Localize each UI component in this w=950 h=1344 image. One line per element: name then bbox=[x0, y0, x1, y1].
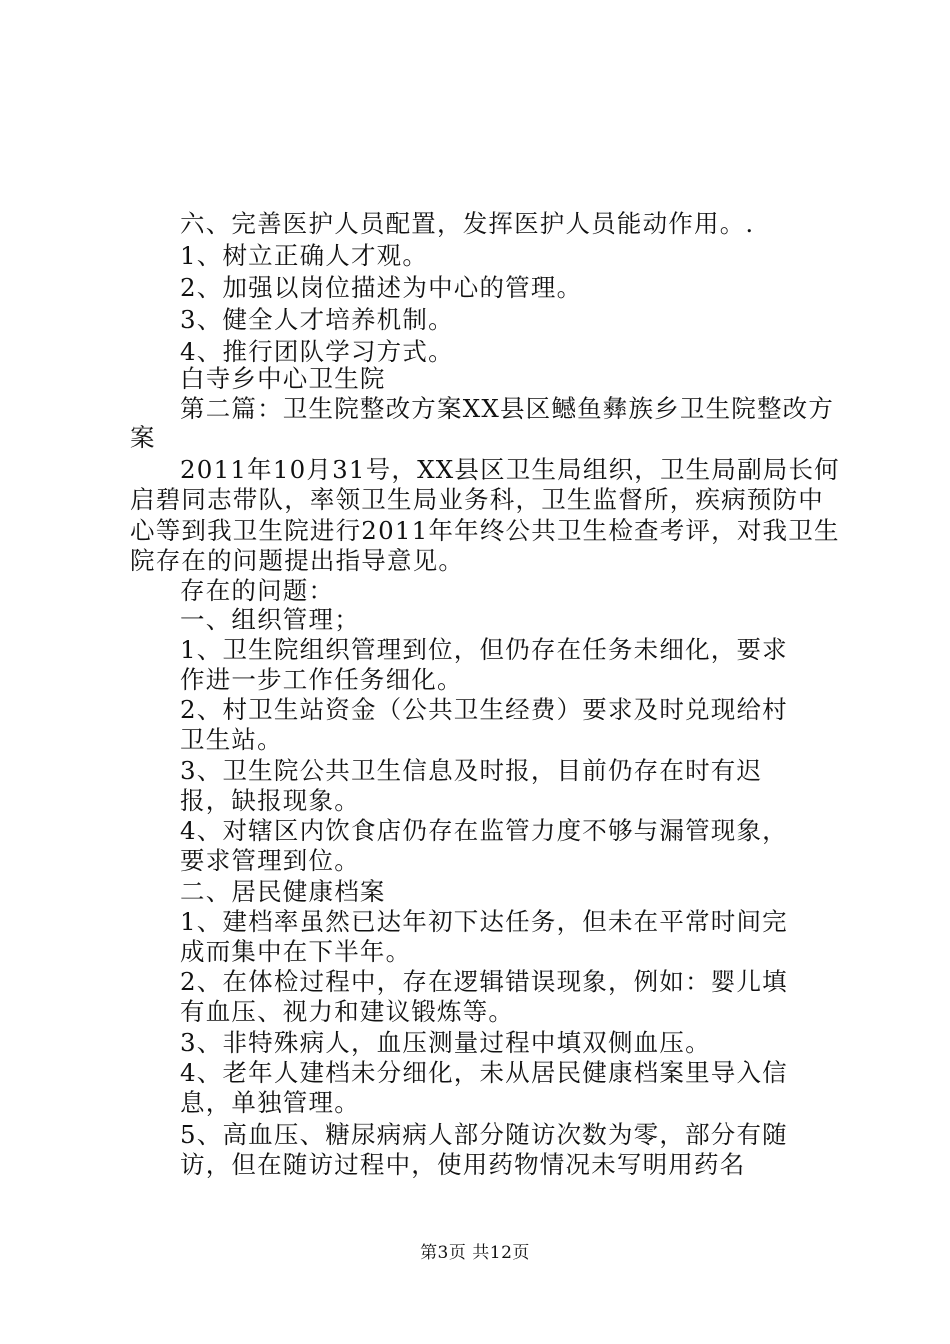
text-line: 4、对辖区内饮食店仍存在监管力度不够与漏管现象， bbox=[180, 816, 788, 845]
text-line: 卫生站。 bbox=[180, 725, 283, 754]
text-line: 成而集中在下半年。 bbox=[180, 937, 412, 966]
text-line: 六、完善医护人员配置，发挥医护人员能动作用。. bbox=[180, 209, 755, 238]
text-line: 3、非特殊病人，血压测量过程中填双侧血压。 bbox=[180, 1028, 711, 1057]
text-line: 有血压、视力和建议锻炼等。 bbox=[180, 997, 515, 1026]
text-line: 4、推行团队学习方式。 bbox=[180, 337, 454, 366]
text-line: 1、树立正确人才观。 bbox=[180, 241, 429, 270]
section-heading: 一、组织管理； bbox=[180, 605, 360, 634]
section-heading: 白寺乡中心卫生院 bbox=[180, 364, 386, 393]
text-line: 2、加强以岗位描述为中心的管理。 bbox=[180, 273, 583, 302]
text-line: 报，缺报现象。 bbox=[180, 786, 360, 815]
section-heading: 第二篇：卫生院整改方案XX县区鳡鱼彝族乡卫生院整改方 bbox=[180, 394, 835, 423]
text-line: 3、卫生院公共卫生信息及时报，目前仍存在时有迟 bbox=[180, 756, 763, 785]
text-line: 1、卫生院组织管理到位，但仍存在任务未细化，要求 bbox=[180, 635, 788, 664]
section-heading: 二、居民健康档案 bbox=[180, 877, 386, 906]
text-line: 心等到我卫生院进行2011年年终公共卫生检查考评，对我卫生 bbox=[130, 516, 840, 545]
text-line: 2、在体检过程中，存在逻辑错误现象，例如：婴儿填 bbox=[180, 967, 788, 996]
text-line: 息，单独管理。 bbox=[180, 1088, 360, 1117]
text-line: 2011年10月31号，XX县区卫生局组织，卫生局副局长何 bbox=[180, 455, 840, 484]
text-line: 要求管理到位。 bbox=[180, 846, 360, 875]
text-line: 5、高血压、糖尿病病人部分随访次数为零，部分有随 bbox=[180, 1120, 788, 1149]
text-line: 作进一步工作任务细化。 bbox=[180, 665, 463, 694]
text-line: 3、健全人才培养机制。 bbox=[180, 305, 454, 334]
text-line: 访，但在随访过程中，使用药物情况未写明用药名 bbox=[180, 1150, 746, 1179]
page-number-footer: 第3页 共12页 bbox=[420, 1243, 530, 1263]
text-line: 存在的问题： bbox=[180, 576, 335, 605]
text-line: 1、建档率虽然已达年初下达任务，但未在平常时间完 bbox=[180, 907, 788, 936]
text-line: 2、村卫生站资金（公共卫生经费）要求及时兑现给村 bbox=[180, 695, 788, 724]
text-line: 院存在的问题提出指导意见。 bbox=[130, 546, 465, 575]
text-line: 4、老年人建档未分细化，未从居民健康档案里导入信 bbox=[180, 1058, 788, 1087]
text-line: 案 bbox=[130, 423, 156, 452]
text-line: 启碧同志带队，率领卫生局业务科，卫生监督所，疾病预防中 bbox=[130, 485, 824, 514]
